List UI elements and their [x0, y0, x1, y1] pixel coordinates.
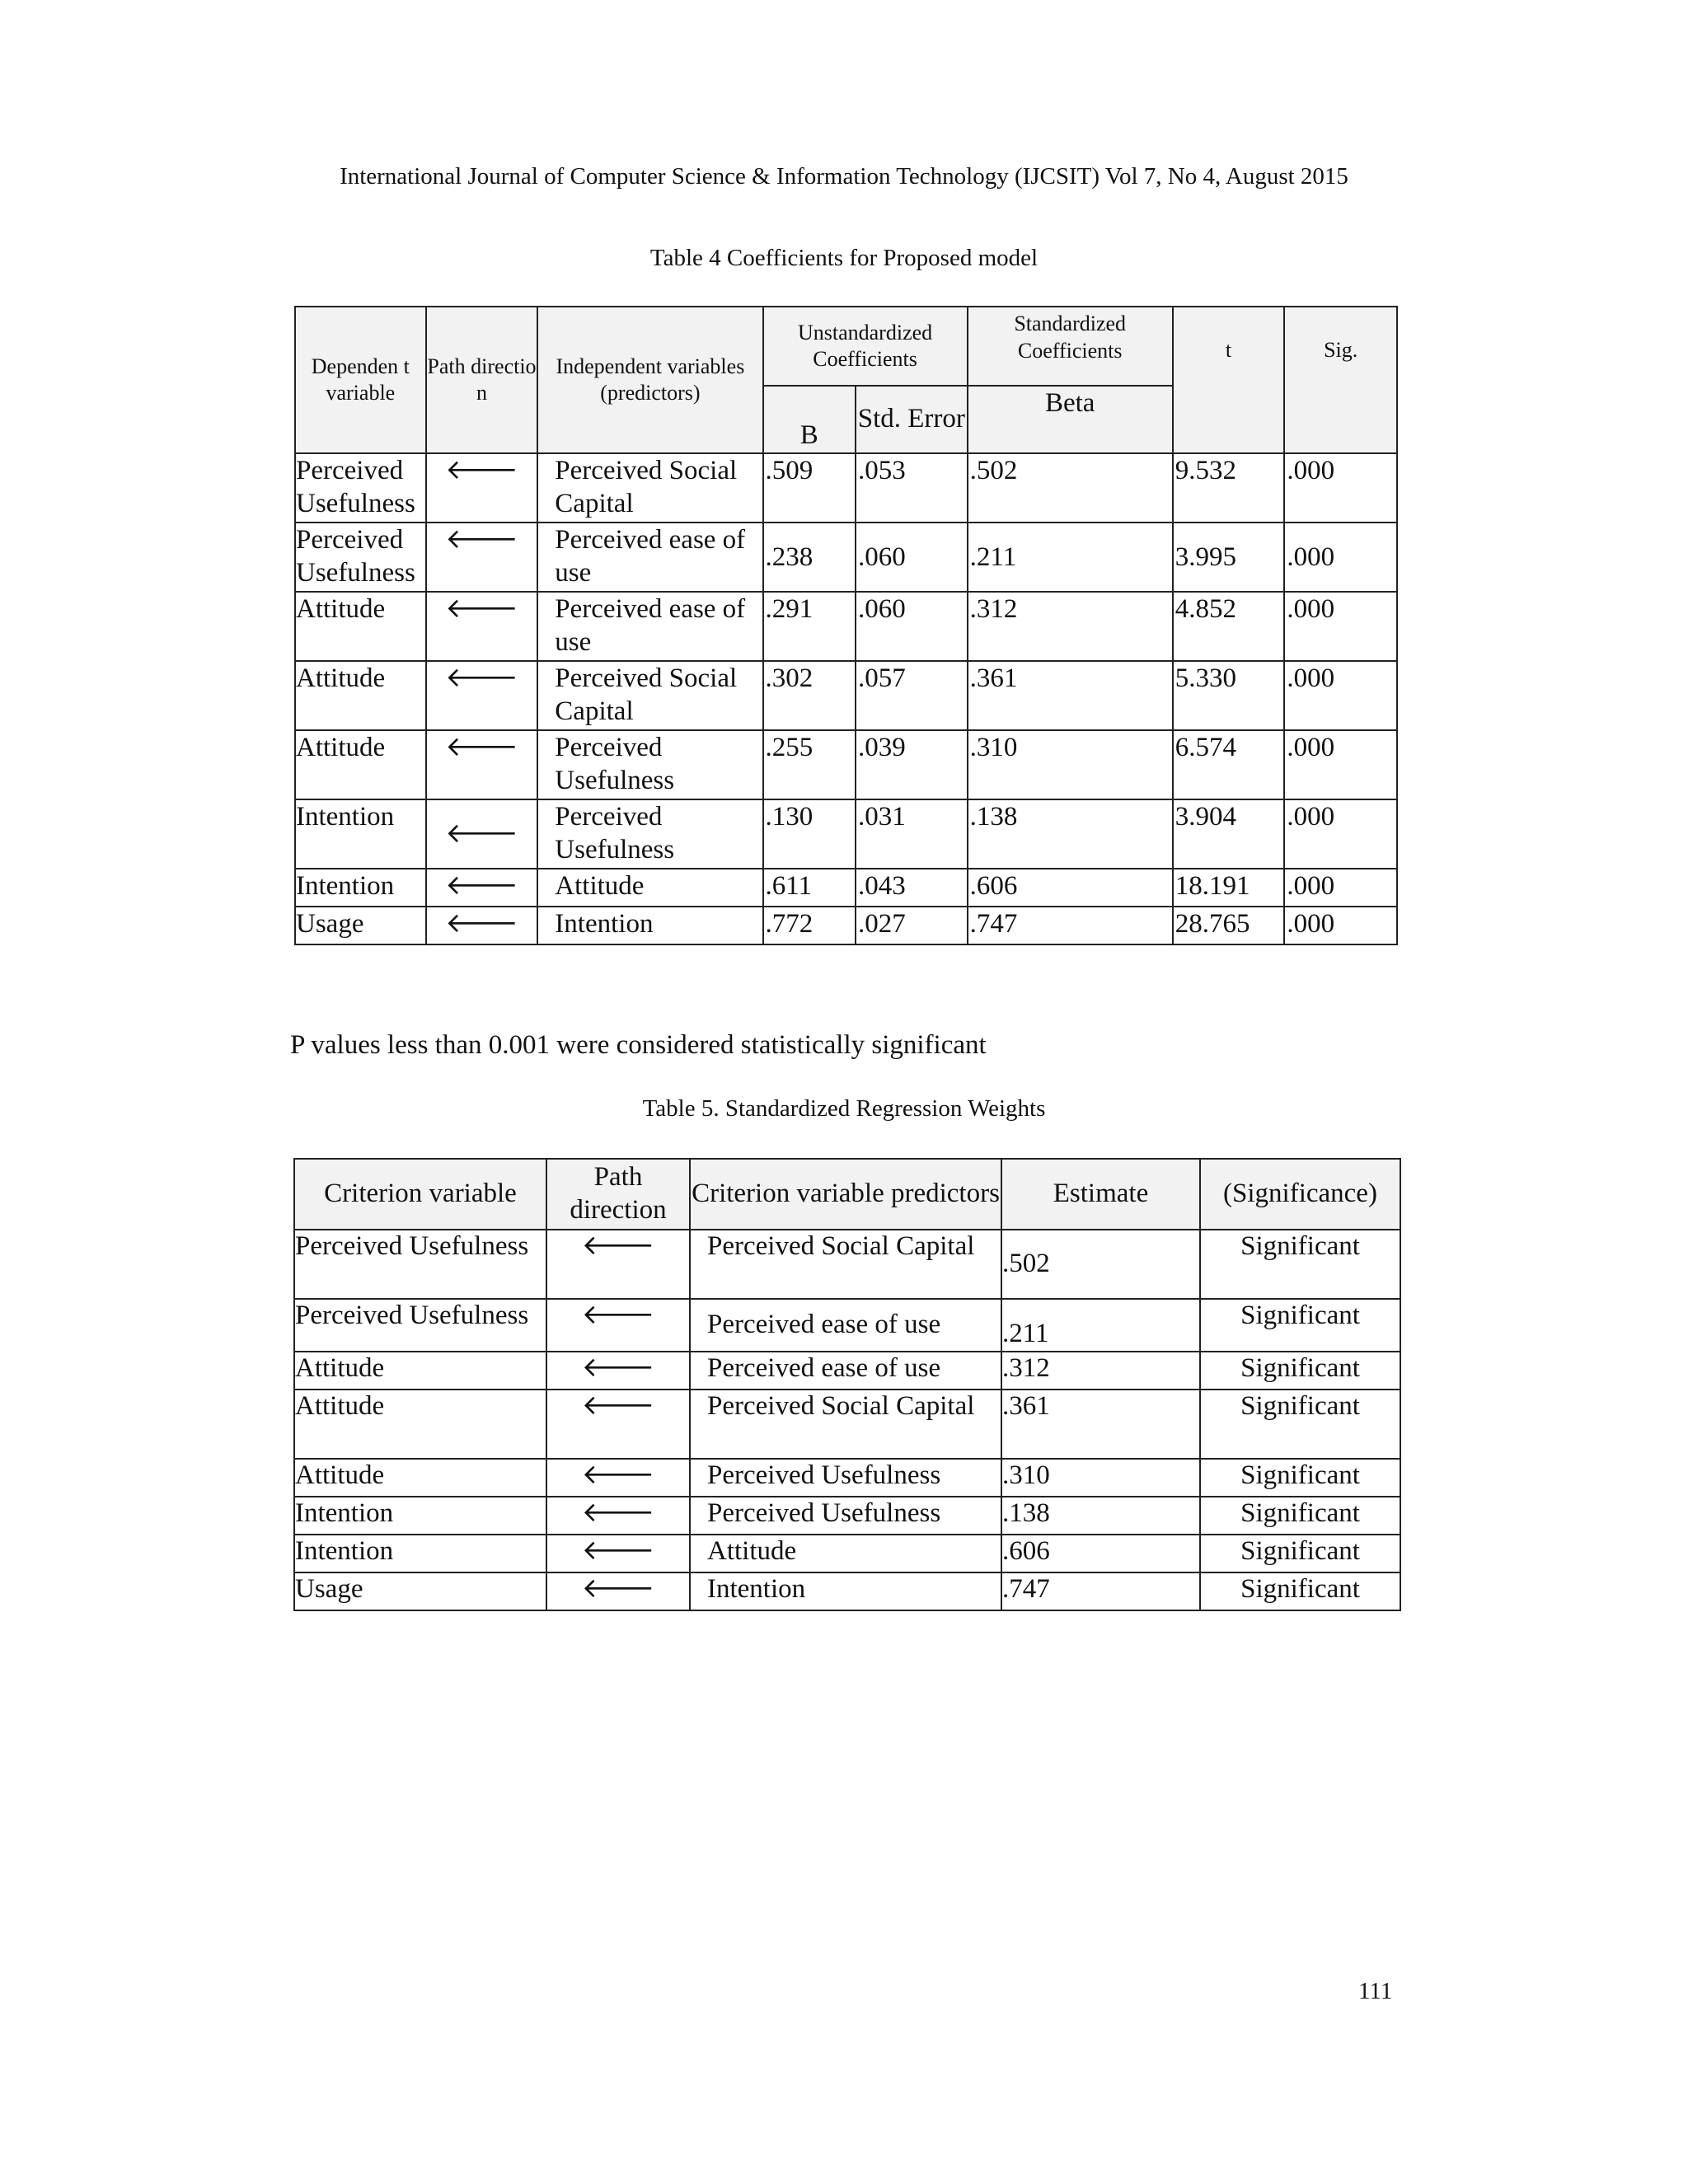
estimate-cell: .606	[1001, 1535, 1200, 1572]
sig-cell: .000	[1284, 799, 1397, 869]
header-criterion-variable: Criterion variable	[294, 1159, 546, 1230]
t-cell: 6.574	[1173, 730, 1285, 799]
t-cell: 3.995	[1173, 523, 1285, 592]
b-cell: .238	[763, 523, 856, 592]
significance-cell: Significant	[1200, 1299, 1400, 1352]
running-header: International Journal of Computer Science & Information Technology (IJCSIT) Vol 7, No 4, August 2015	[340, 163, 1348, 190]
sig-cell: .000	[1284, 661, 1397, 730]
independent-cell: Perceived Social Capital	[537, 453, 762, 523]
predictor-cell: Perceived ease of use	[690, 1352, 1001, 1390]
significance-cell: Significant	[1200, 1572, 1400, 1610]
coefficients-table	[294, 306, 1398, 945]
dependent-cell: Usage	[295, 907, 426, 944]
t-cell: 9.532	[1173, 453, 1285, 523]
std-error-cell: .043	[856, 869, 968, 907]
predictor-cell: Perceived ease of use	[690, 1299, 1001, 1352]
table-row	[295, 592, 1397, 661]
header-unstandardized-coefficients: Unstandardized Coefficients	[763, 307, 968, 386]
left-arrow-icon: 🡐	[546, 1497, 690, 1535]
criterion-cell: Usage	[294, 1572, 546, 1610]
significance-cell: Significant	[1200, 1497, 1400, 1535]
predictor-cell: Perceived Usefulness	[690, 1497, 1001, 1535]
beta-cell: .606	[968, 869, 1173, 907]
dependent-cell: Perceived Usefulness	[295, 453, 426, 523]
b-cell: .130	[763, 799, 856, 869]
independent-cell: Perceived Social Capital	[537, 661, 762, 730]
independent-cell: Intention	[537, 907, 762, 944]
independent-cell: Perceived Usefulness	[537, 799, 762, 869]
std-error-cell: .060	[856, 523, 968, 592]
estimate-cell: .312	[1001, 1352, 1200, 1390]
criterion-cell: Attitude	[294, 1390, 546, 1459]
criterion-cell: Perceived Usefulness	[294, 1299, 546, 1352]
table-row	[295, 453, 1397, 523]
table-row	[294, 1572, 1400, 1610]
independent-cell: Perceived ease of use	[537, 592, 762, 661]
header-std-error: Std. Error	[856, 386, 968, 453]
significance-cell: Significant	[1200, 1352, 1400, 1390]
table-row	[294, 1352, 1400, 1390]
left-arrow-icon: 🡐	[426, 907, 538, 944]
t-cell: 28.765	[1173, 907, 1285, 944]
header-beta: Beta	[968, 386, 1173, 453]
std-error-cell: .031	[856, 799, 968, 869]
dependent-cell: Attitude	[295, 592, 426, 661]
header-independent-variables: Independent variables (predictors)	[537, 307, 762, 453]
beta-cell: .502	[968, 453, 1173, 523]
b-cell: .291	[763, 592, 856, 661]
table-row	[295, 730, 1397, 799]
estimate-cell: .747	[1001, 1572, 1200, 1610]
table-row	[294, 1299, 1400, 1352]
table-row	[295, 869, 1397, 907]
dependent-cell: Intention	[295, 869, 426, 907]
left-arrow-icon: 🡐	[426, 730, 538, 799]
left-arrow-icon: 🡐	[426, 453, 538, 523]
left-arrow-icon: 🡐	[546, 1535, 690, 1572]
independent-cell: Perceived ease of use	[537, 523, 762, 592]
b-cell: .509	[763, 453, 856, 523]
header-sig: Sig.	[1284, 307, 1397, 453]
regression-weights-table	[293, 1158, 1401, 1611]
significance-note: P values less than 0.001 were considered statistically significant	[290, 1030, 987, 1060]
estimate-cell: .310	[1001, 1459, 1200, 1497]
left-arrow-icon: 🡐	[546, 1230, 690, 1299]
header-significance: (Significance)	[1200, 1159, 1400, 1230]
t-cell: 4.852	[1173, 592, 1285, 661]
estimate-cell: .211	[1001, 1299, 1200, 1352]
sig-cell: .000	[1284, 523, 1397, 592]
left-arrow-icon: 🡐	[546, 1390, 690, 1459]
left-arrow-icon: 🡐	[546, 1352, 690, 1390]
table-row	[294, 1497, 1400, 1535]
b-cell: .772	[763, 907, 856, 944]
predictor-cell: Perceived Social Capital	[690, 1390, 1001, 1459]
sig-cell: .000	[1284, 730, 1397, 799]
criterion-cell: Attitude	[294, 1459, 546, 1497]
independent-cell: Attitude	[537, 869, 762, 907]
sig-cell: .000	[1284, 869, 1397, 907]
significance-cell: Significant	[1200, 1230, 1400, 1299]
sig-cell: .000	[1284, 907, 1397, 944]
t-cell: 3.904	[1173, 799, 1285, 869]
std-error-cell: .060	[856, 592, 968, 661]
estimate-cell: .138	[1001, 1497, 1200, 1535]
header-estimate: Estimate	[1001, 1159, 1200, 1230]
left-arrow-icon: 🡐	[426, 799, 538, 869]
table-row	[295, 907, 1397, 944]
criterion-cell: Intention	[294, 1535, 546, 1572]
table4-caption: Table 4 Coefficients for Proposed model	[649, 245, 1039, 271]
sig-cell: .000	[1284, 453, 1397, 523]
significance-cell: Significant	[1200, 1390, 1400, 1459]
dependent-cell: Intention	[295, 799, 426, 869]
estimate-cell: .502	[1001, 1230, 1200, 1299]
t-cell: 18.191	[1173, 869, 1285, 907]
predictor-cell: Attitude	[690, 1535, 1001, 1572]
t-cell: 5.330	[1173, 661, 1285, 730]
table-row	[295, 523, 1397, 592]
predictor-cell: Perceived Social Capital	[690, 1230, 1001, 1299]
header-t: t	[1173, 307, 1285, 453]
header-path-direction: Path direction	[546, 1159, 690, 1230]
page-number: 111	[1358, 1978, 1393, 2004]
header-criterion-predictors: Criterion variable predictors	[690, 1159, 1001, 1230]
dependent-cell: Attitude	[295, 661, 426, 730]
header-standardized-coefficients: Standardized Coefficients	[968, 307, 1173, 386]
b-cell: .302	[763, 661, 856, 730]
predictor-cell: Perceived Usefulness	[690, 1459, 1001, 1497]
std-error-cell: .027	[856, 907, 968, 944]
left-arrow-icon: 🡐	[546, 1459, 690, 1497]
left-arrow-icon: 🡐	[426, 869, 538, 907]
left-arrow-icon: 🡐	[426, 523, 538, 592]
criterion-cell: Attitude	[294, 1352, 546, 1390]
header-dependent-variable: Dependen t variable	[295, 307, 426, 453]
beta-cell: .310	[968, 730, 1173, 799]
dependent-cell: Attitude	[295, 730, 426, 799]
header-path-direction: Path directio n	[426, 307, 538, 453]
dependent-cell: Perceived Usefulness	[295, 523, 426, 592]
left-arrow-icon: 🡐	[426, 661, 538, 730]
significance-cell: Significant	[1200, 1535, 1400, 1572]
left-arrow-icon: 🡐	[426, 592, 538, 661]
table-row	[294, 1459, 1400, 1497]
table-row	[294, 1390, 1400, 1459]
table-row	[294, 1535, 1400, 1572]
std-error-cell: .039	[856, 730, 968, 799]
sig-cell: .000	[1284, 592, 1397, 661]
table5-caption: Table 5. Standardized Regression Weights	[642, 1095, 1046, 1122]
beta-cell: .747	[968, 907, 1173, 944]
estimate-cell: .361	[1001, 1390, 1200, 1459]
table-row	[295, 799, 1397, 869]
left-arrow-icon: 🡐	[546, 1572, 690, 1610]
header-b: B	[763, 386, 856, 453]
criterion-cell: Intention	[294, 1497, 546, 1535]
criterion-cell: Perceived Usefulness	[294, 1230, 546, 1299]
std-error-cell: .053	[856, 453, 968, 523]
b-cell: .255	[763, 730, 856, 799]
beta-cell: .312	[968, 592, 1173, 661]
beta-cell: .361	[968, 661, 1173, 730]
beta-cell: .211	[968, 523, 1173, 592]
table-row	[294, 1230, 1400, 1299]
std-error-cell: .057	[856, 661, 968, 730]
independent-cell: Perceived Usefulness	[537, 730, 762, 799]
b-cell: .611	[763, 869, 856, 907]
significance-cell: Significant	[1200, 1459, 1400, 1497]
beta-cell: .138	[968, 799, 1173, 869]
table-row	[295, 661, 1397, 730]
predictor-cell: Intention	[690, 1572, 1001, 1610]
left-arrow-icon: 🡐	[546, 1299, 690, 1352]
